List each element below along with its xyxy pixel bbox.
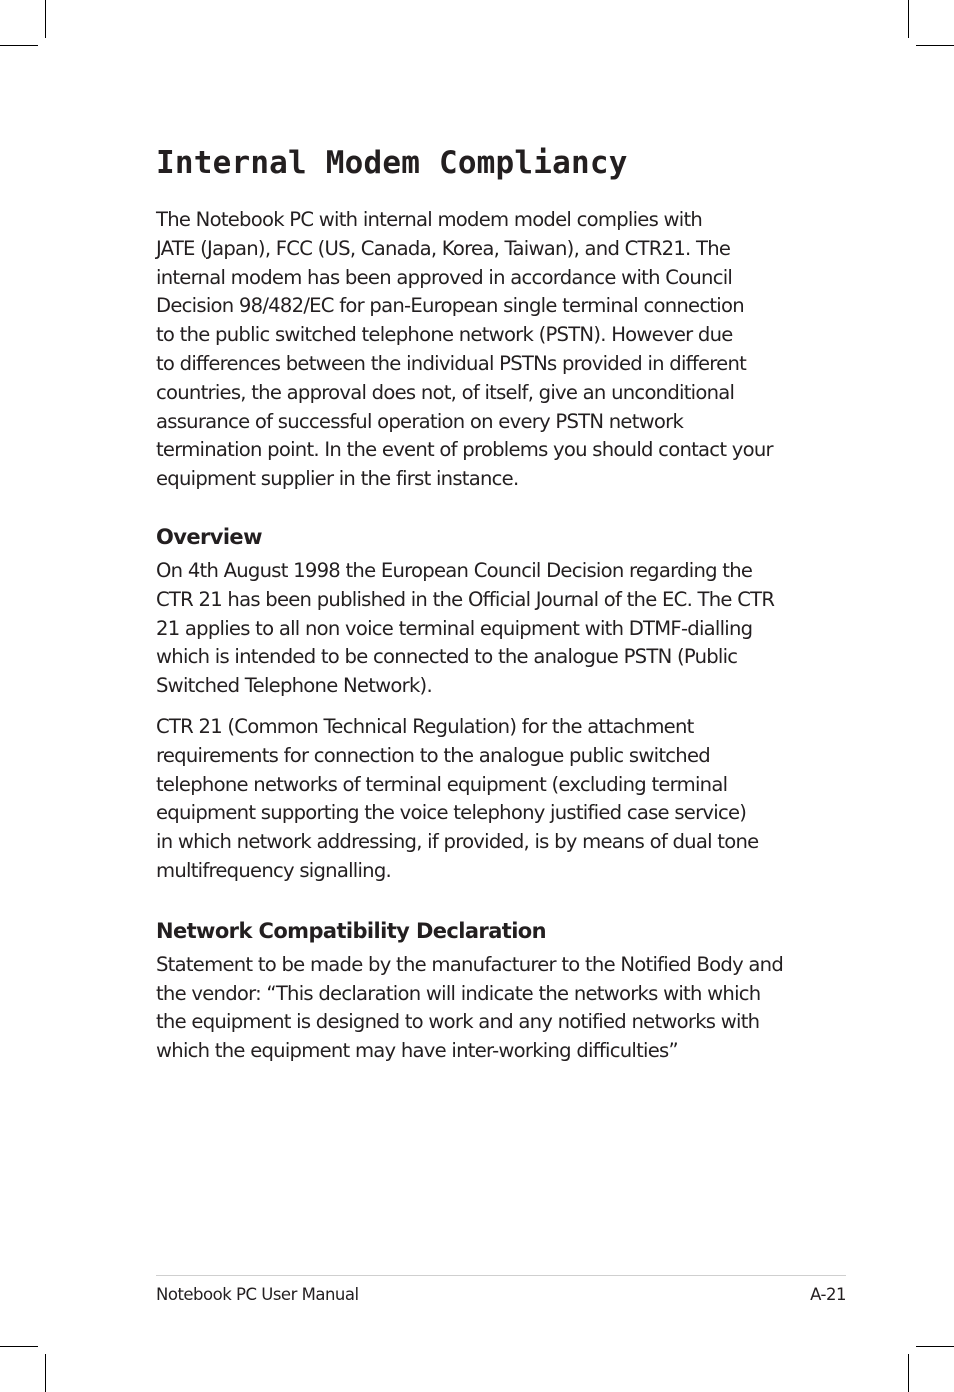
page-number: A-21 [810, 1285, 846, 1304]
footer-divider [156, 1275, 846, 1276]
page-content [156, 140, 806, 1066]
overview-paragraph-2: CTR 21 (Common Technical Regulation) for the attachment requirements for connection to the analogue public switched telephone networks of terminal equipment (excluding terminal equipment supporting the voice telephony justified case service) in which network addressing, if provided, is by means of dual tone multifrequency signalling. [156, 714, 759, 882]
crop-mark [908, 0, 909, 38]
crop-mark [0, 1346, 38, 1347]
overview-paragraph-1: On 4th August 1998 the European Council Decision regarding the CTR 21 has been published in the Official Journal of the EC. The CTR 21 applies to all non voice terminal equipment with DTMF-dialling which is intended to be connected to the analogue PSTN (Public Switched Telephone Network). [156, 558, 775, 698]
page-title: Internal Modem Compliancy [156, 145, 628, 181]
footer-manual-title: Notebook PC User Manual [156, 1285, 359, 1304]
network-paragraph: Statement to be made by the manufacturer to the Notified Body and the vendor: “This declaration will indicate the networks with which the equipment is designed to work and any notified networks with which the equipment may have inter-working difficulties” [156, 952, 784, 1063]
crop-mark [916, 1346, 954, 1347]
overview-heading: Overview [156, 524, 262, 549]
network-heading: Network Compatibility Declaration [156, 918, 546, 943]
crop-mark [45, 1354, 46, 1392]
intro-paragraph: The Notebook PC with internal modem model complies with JATE (Japan), FCC (US, Canada, Korea, Taiwan), and CTR21. The internal modem has been approved in accordance with Council Decision 98/482/EC for pan-European single terminal connection to the public switched telephone network (PSTN). However due to differences between the individual PSTNs provided in different countries, the approval does not, of itself, give an unconditional assurance of successful operation on every PSTN network termination point. In the event of problems you should contact your equipment supplier in the first instance. [156, 208, 773, 491]
crop-mark [908, 1354, 909, 1392]
crop-mark [0, 45, 38, 46]
crop-mark [916, 45, 954, 46]
crop-mark [45, 0, 46, 38]
